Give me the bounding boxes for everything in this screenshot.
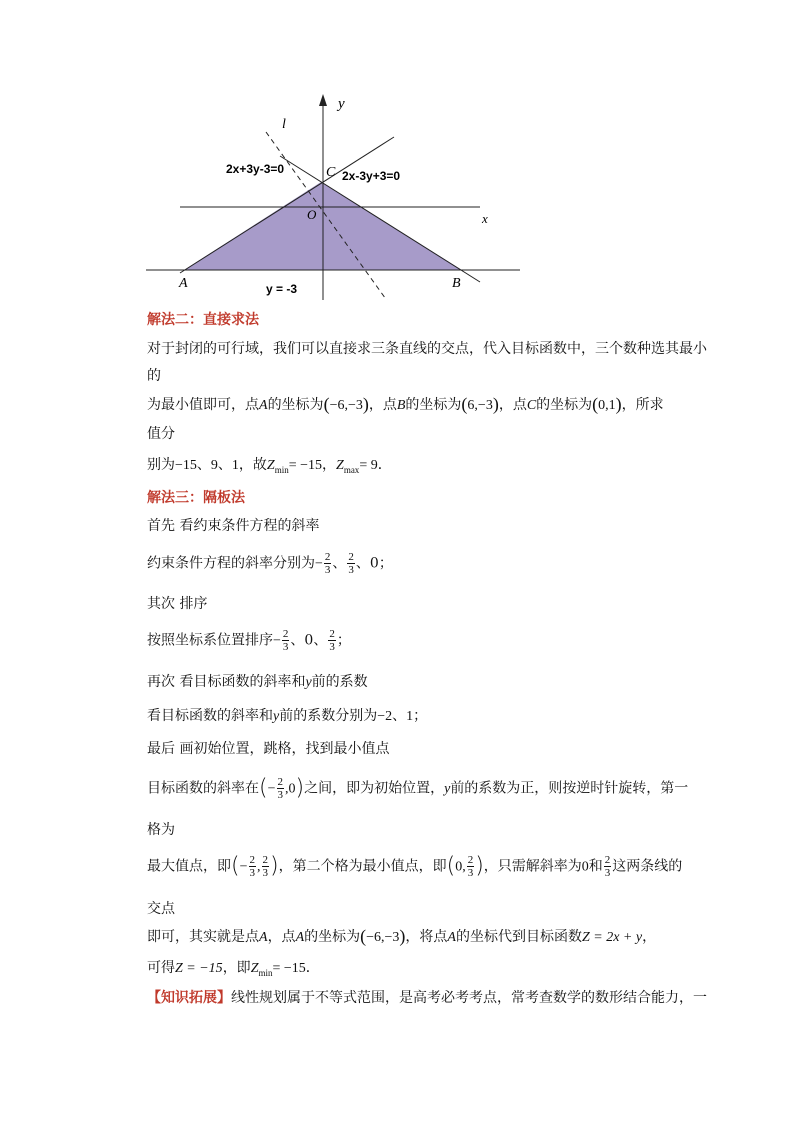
- point-a: A: [447, 930, 456, 945]
- text: 的坐标代到目标函数: [455, 929, 582, 945]
- x-axis-label: x: [482, 211, 488, 226]
- method3-step12: 即可，其实就是点A，点A的坐标为(−6,−3)，将点A的坐标代到目标函数Z = 2x + y，: [147, 926, 657, 946]
- num: 2: [348, 551, 354, 563]
- minus: −: [273, 633, 281, 649]
- text: 前的系数: [311, 674, 368, 690]
- origin-label: O: [307, 207, 317, 222]
- line-l-label: l: [282, 117, 286, 132]
- method3-step3: 其次 排序: [147, 596, 208, 612]
- num: 2: [262, 854, 268, 866]
- y-axis-arrow: [319, 94, 327, 106]
- coord-c: 0,1: [598, 398, 616, 413]
- method3-step8: 目标函数的斜率在(− $\frac{2}{3}$ ,0)之间，即为初始位置，y前的系数为正，则按逆时针旋转，第一: [147, 775, 689, 801]
- point-a: A: [259, 398, 268, 413]
- method2-title: 解法二：直接求法: [147, 312, 259, 328]
- values: −2、1；: [377, 709, 428, 724]
- text: ．: [377, 457, 392, 473]
- den: 3: [324, 564, 331, 576]
- text: 按照坐标系位置排序: [147, 632, 273, 649]
- method3-step11: 交点: [147, 901, 175, 917]
- text: 、: [332, 555, 347, 572]
- text: ；: [336, 632, 351, 649]
- den: 3: [604, 867, 611, 879]
- point-c: C: [526, 398, 537, 413]
- minus: −: [315, 556, 323, 572]
- den: 3: [262, 867, 268, 879]
- text: 的坐标为: [267, 397, 324, 413]
- min-sub: min: [274, 465, 289, 475]
- method2-line4: 值分: [147, 426, 175, 442]
- num: 2: [282, 628, 289, 640]
- fraction-2-3: [467, 854, 475, 879]
- method2-line3: 为最小值即可，点A的坐标为(−6,−3)，点B的坐标为(6,−3)，点C的坐标为(0,1)，所求: [147, 394, 664, 414]
- num: 2: [249, 854, 255, 866]
- knowledge-extension: [147, 989, 707, 1007]
- text: ，点: [498, 397, 527, 413]
- feasible-region-figure: [140, 88, 530, 300]
- text: 的坐标为: [304, 929, 361, 945]
- fraction-2-3: [324, 551, 332, 576]
- extension-text: 线性规划属于不等式范围，是高考必考考点，常考查数学的数形结合能力，一: [231, 990, 707, 1006]
- method3-title: 解法三：隔板法: [147, 490, 245, 506]
- text: 前的系数为正，则按逆时针旋转，第一: [450, 780, 689, 797]
- method3-step9: 格为: [147, 822, 175, 838]
- comma: ,: [257, 859, 261, 875]
- coord-b: 6,−3: [467, 398, 493, 413]
- zmin-value: = −15: [288, 458, 323, 473]
- fraction-2-3: [604, 854, 612, 879]
- min-sub: min: [258, 968, 273, 978]
- text: 再次 看目标函数的斜率和: [147, 674, 306, 690]
- y-var: y: [273, 709, 280, 724]
- text: 的坐标为: [536, 397, 593, 413]
- zero: 0: [581, 859, 589, 875]
- method3-step7: 最后 画初始位置，跳格，找到最小值点: [147, 741, 390, 757]
- equation-left-label: 2x+3y-3=0: [226, 162, 285, 176]
- text: 最大值点，即: [147, 858, 231, 875]
- point-a-label: A: [179, 276, 188, 291]
- num: 2: [324, 551, 331, 563]
- y-var: y: [444, 781, 451, 797]
- equation-right-label: 2x-3y+3=0: [342, 169, 401, 183]
- method2-line2: 的: [147, 368, 161, 384]
- text: 这两条线的: [612, 858, 683, 875]
- point-b: B: [396, 398, 406, 413]
- point-a: A: [259, 930, 268, 945]
- minus: −: [267, 781, 276, 797]
- den: 3: [329, 641, 335, 653]
- text: ，将点: [405, 929, 448, 945]
- fraction-2-3: [328, 628, 336, 653]
- text: 、0、: [290, 632, 328, 649]
- fraction-2-3: [262, 854, 270, 879]
- text: ，: [322, 457, 337, 473]
- point-b-label: B: [452, 276, 461, 291]
- method3-step5: [147, 673, 368, 692]
- text: ，点: [368, 397, 397, 413]
- text: 目标函数的斜率在: [147, 780, 259, 797]
- method3-step10: 最大值点，即(− $\frac{2}{3}$ , $\frac{2}{3}$ )，第二个格为最小值点，即(0, $\frac{2}{3}$ )，只需解斜率为0和 $\frac{2}{3}$ 这两条线的: [147, 853, 683, 879]
- max-sub: max: [343, 465, 360, 475]
- den: 3: [277, 789, 283, 801]
- den: 3: [282, 641, 289, 653]
- text: 看目标函数的斜率和: [147, 708, 273, 724]
- method3-step2: [147, 551, 393, 576]
- coord-a: −6,−3: [366, 930, 400, 945]
- method3-step1: 首先 看约束条件方程的斜率: [147, 518, 320, 534]
- y-var: y: [305, 675, 312, 690]
- text: 的坐标为: [405, 397, 462, 413]
- z-symbol: Z: [266, 458, 275, 473]
- text: ，: [642, 929, 657, 945]
- num: 2: [604, 854, 611, 866]
- den: 3: [348, 564, 354, 576]
- text: 为最小值即可，点: [147, 397, 259, 413]
- text: ，点: [267, 929, 296, 945]
- values: −15、9、1: [175, 458, 239, 473]
- text: ，即: [222, 960, 251, 976]
- zmin-value: = −15: [272, 961, 306, 976]
- minus: −: [239, 859, 248, 875]
- z-symbol: Z: [336, 458, 344, 473]
- text: 即可，其实就是点: [147, 929, 259, 945]
- point-a: A: [295, 930, 305, 945]
- region-diagram: [140, 88, 530, 300]
- text: 、0；: [355, 555, 393, 572]
- z-value: Z = −15: [175, 961, 223, 976]
- num: 2: [467, 854, 474, 866]
- text: 之间，即为初始位置，: [304, 780, 445, 797]
- extension-tag: 【知识拓展】: [147, 990, 231, 1006]
- num: 2: [277, 776, 283, 788]
- text: 前的系数分别为: [279, 708, 378, 724]
- equation-bottom-label: y = -3: [266, 282, 298, 296]
- text: ，只需解斜率为: [483, 858, 582, 875]
- y-axis-label: y: [338, 96, 345, 112]
- text: ，故: [238, 457, 267, 473]
- text: ，第二个格为最小值点，即: [278, 858, 447, 875]
- zero: 0,: [455, 859, 466, 875]
- text: 别为: [147, 457, 175, 473]
- method3-step4: [147, 628, 351, 653]
- fraction-2-3: [277, 776, 285, 801]
- den: 3: [249, 867, 255, 879]
- zero: ,0: [285, 781, 296, 797]
- num: 2: [329, 628, 335, 640]
- text: 约束条件方程的斜率分别为: [147, 555, 315, 572]
- method3-step13: [147, 959, 320, 982]
- objective-function: Z = 2x + y: [581, 930, 643, 945]
- zmax-value: = 9: [359, 458, 378, 473]
- text: ．: [305, 960, 320, 976]
- method3-step6: [147, 707, 427, 726]
- method2-line5: [147, 456, 392, 479]
- fraction-2-3: [282, 628, 290, 653]
- text: 可得: [147, 960, 175, 976]
- method2-line1: 对于封闭的可行域，我们可以直接求三条直线的交点，代入目标函数中，三个数种选其最小: [147, 341, 707, 357]
- coord-a: −6,−3: [329, 398, 363, 413]
- text: ，所求: [621, 397, 664, 413]
- z-symbol: Z: [250, 961, 259, 976]
- point-c-label: C: [326, 165, 336, 180]
- fraction-2-3: [347, 551, 355, 576]
- den: 3: [467, 867, 474, 879]
- text: 和: [588, 858, 603, 875]
- fraction-2-3: [249, 854, 257, 879]
